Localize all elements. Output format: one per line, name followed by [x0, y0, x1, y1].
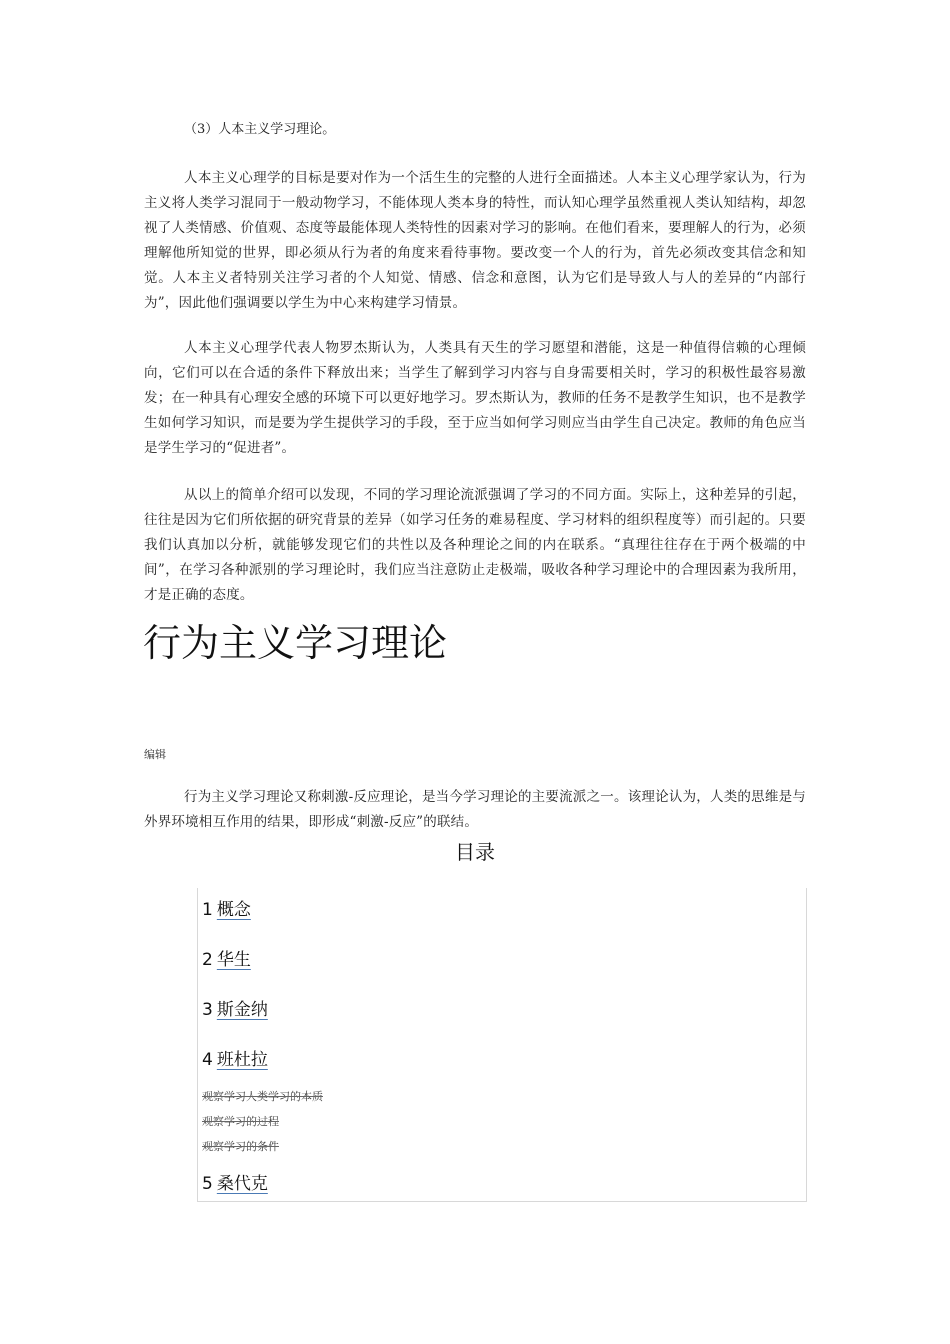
- toc-item-label[interactable]: 华生: [216, 950, 251, 970]
- toc-item-concept[interactable]: [202, 895, 251, 920]
- toc-item-label[interactable]: 班杜拉: [216, 1050, 268, 1070]
- article-intro: 行为主义学习理论又称刺激-反应理论，是当今学习理论的主要流派之一。该理论认为，人类的思维是与外界环境相互作用的结果，即形成“刺激-反应”的联结。: [144, 789, 806, 830]
- paragraph-rogers: 人本主义心理学代表人物罗杰斯认为，人类具有天生的学习愿望和潜能，这是一种值得信赖的心理倾向，它们可以在合适的条件下释放出来；当学生了解到学习内容与自身需要相关时，学习的积极性最容易激发；在一种具有心理安全感的环境下可以更好地学习。罗杰斯认为，教师的任务不是教学生知识，也不是教学生如何学习知识，而是要为学生提供学习的手段，至于应当如何学习则应当由学生自己决定。教师的角色应当是学生学习的“促进者”。: [144, 340, 806, 456]
- toc-item-label[interactable]: 斯金纳: [216, 1000, 268, 1020]
- toc-item-number: 2: [202, 950, 213, 970]
- paragraph-humanism-goal: 人本主义心理学的目标是要对作为一个活生生的完整的人进行全面描述。人本主义心理学家认为，行为主义将人类学习混同于一般动物学习，不能体现人类本身的特性，而认知心理学虽然重视人类认知结构，却忽视了人类情感、价值观、态度等最能体现人类特性的因素对学习的影响。在他们看来，要理解人的行为，必须理解他所知觉的世界，即必须从行为者的角度来看待事物。要改变一个人的行为，首先必须改变其信念和知觉。人本主义者特别关注学习者的个人知觉、情感、信念和意图，认为它们是导致人与人的差异的“内部行为”，因此他们强调要以学生为中心来构建学习情景。: [144, 170, 806, 311]
- toc-title: 目录: [455, 840, 495, 864]
- toc-item-number: 3: [202, 1000, 213, 1020]
- article-title: 行为主义学习理论: [143, 621, 448, 665]
- toc-item-number: 1: [202, 900, 213, 920]
- toc-item-thorndike[interactable]: [202, 1169, 268, 1194]
- toc-box: [197, 888, 807, 1202]
- toc-item-watson[interactable]: [202, 945, 251, 970]
- toc-subitem-observational-conditions[interactable]: 观察学习的条件: [202, 1140, 279, 1153]
- section-subheading: （3）人本主义学习理论。: [184, 122, 336, 137]
- toc-subitem-observational-process[interactable]: 观察学习的过程: [202, 1115, 279, 1128]
- toc-item-label[interactable]: 桑代克: [216, 1174, 268, 1194]
- toc-item-label[interactable]: 概念: [216, 900, 251, 920]
- toc-item-bandura[interactable]: [202, 1045, 268, 1070]
- toc-item-skinner[interactable]: [202, 995, 268, 1020]
- toc-item-number: 5: [202, 1174, 213, 1194]
- paragraph-summary: 从以上的简单介绍可以发现，不同的学习理论流派强调了学习的不同方面。实际上，这种差异的引起，往往是因为它们所依据的研究背景的差异（如学习任务的难易程度、学习材料的组织程度等）而引起的。只要我们认真加以分析，就能够发现它们的共性以及各种理论之间的内在联系。“真理往往存在于两个极端的中间”，在学习各种派别的学习理论时，我们应当注意防止走极端，吸收各种学习理论中的合理因素为我所用，才是正确的态度。: [144, 487, 806, 603]
- edit-link[interactable]: 编辑: [144, 748, 166, 761]
- toc-subitem-observational-essence[interactable]: 观察学习人类学习的本质: [202, 1090, 323, 1103]
- toc-item-number: 4: [202, 1050, 213, 1070]
